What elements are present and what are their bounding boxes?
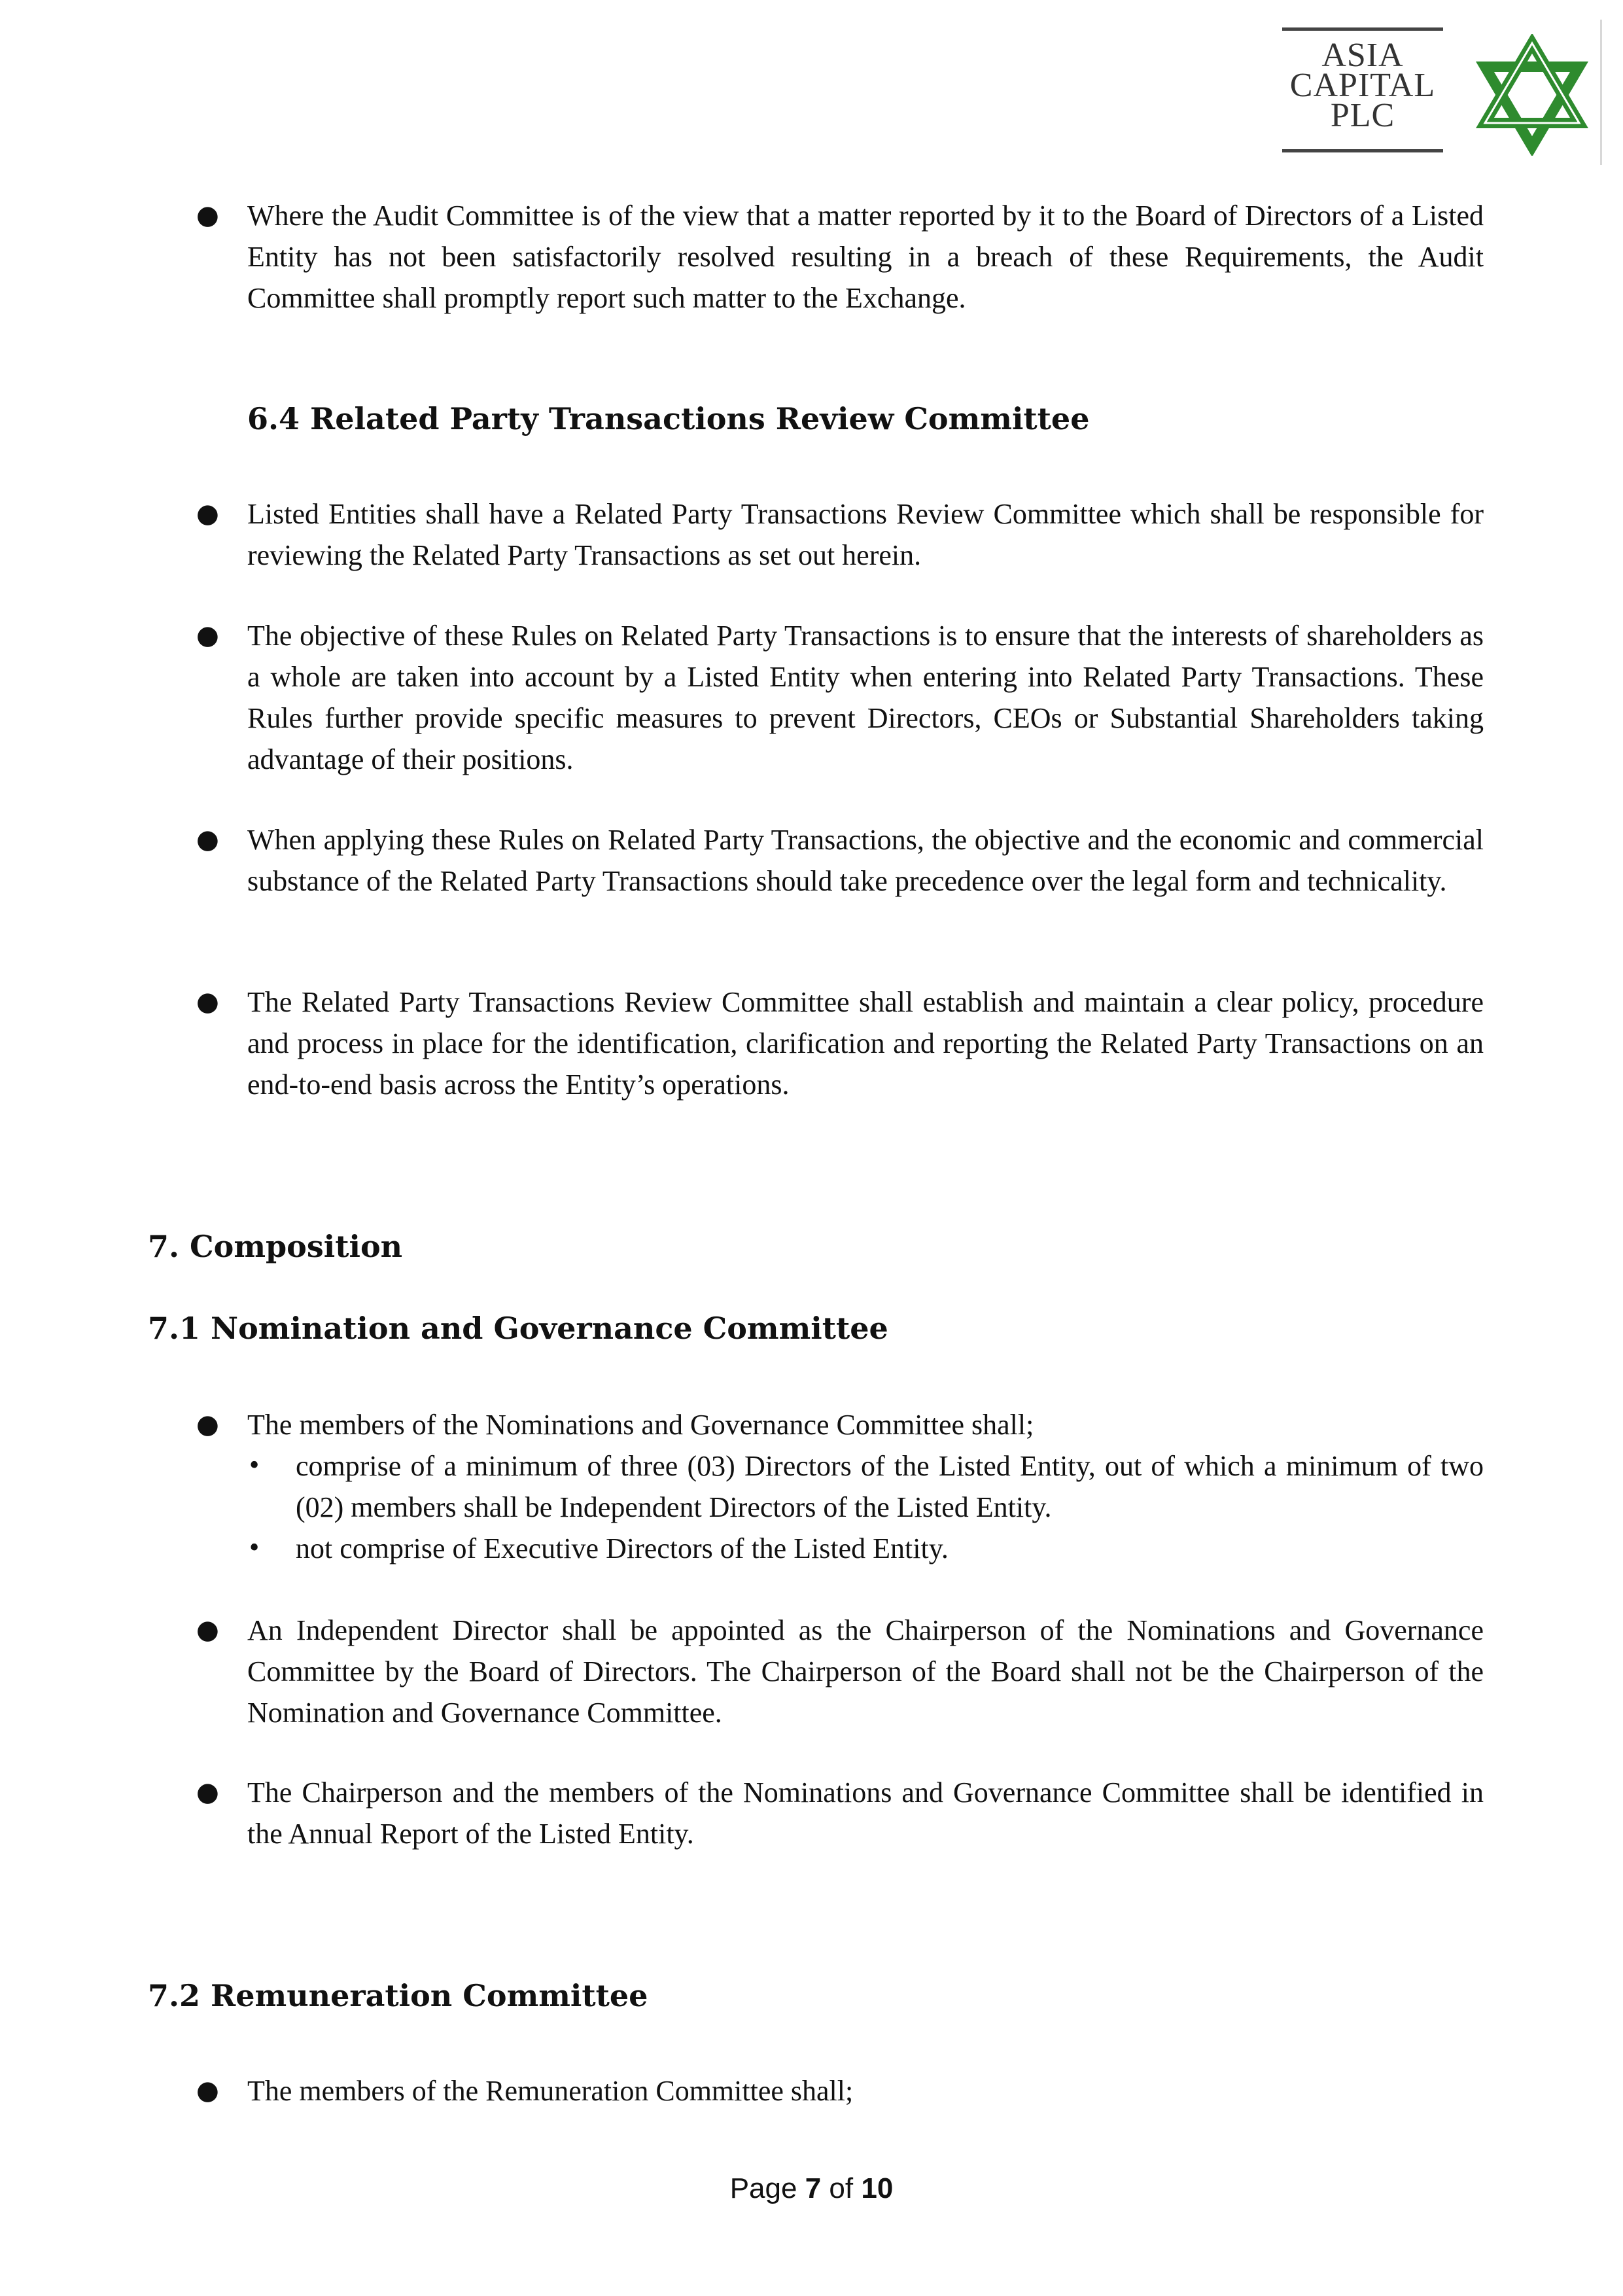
star-logo-icon: [1473, 34, 1591, 156]
page-footer: [0, 2172, 1623, 2205]
logo-line-3: PLC: [1330, 97, 1395, 134]
section-heading: 6.4 Related Party Transactions Review Committee: [247, 401, 1090, 436]
list-item: [196, 1610, 1484, 1734]
bullet-icon: ●: [196, 499, 219, 529]
bullet-icon: ●: [196, 1409, 219, 1439]
logo-divider: [1600, 20, 1602, 165]
paragraph: The Related Party Transactions Review Committee shall establish and maintain a clear policy, procedure and process in place for the identification, clarification and reporting the Related Party Transactions on an end-to-end basis across the Entity’s operations.: [247, 986, 1484, 1101]
list-item: [196, 493, 1484, 576]
bullet-icon: ●: [196, 620, 219, 650]
paragraph: An Independent Director shall be appointed as the Chairperson of the Nominations and Governance Committee by the Board of Directors. The Chairperson of the Board shall not be the Chairperson of the Nomination and Governance Committee.: [247, 1614, 1484, 1729]
sub-bullet-icon: •: [247, 1535, 262, 1562]
list-item: [196, 1772, 1484, 1854]
list-item: [196, 1404, 1484, 1569]
page-current: 7: [805, 2172, 822, 2204]
subsection-heading: 7.1 Nomination and Governance Committee: [148, 1311, 888, 1346]
bullet-icon: ●: [196, 987, 219, 1017]
sub-bullet-icon: •: [247, 1453, 262, 1479]
page-total: 10: [861, 2172, 894, 2204]
sub-list-item: comprise of a minimum of three (03) Directors of the Listed Entity, out of which a minimum of two (02) members shall be Independent Directors of the Listed Entity.: [296, 1450, 1484, 1523]
bullet-icon: ●: [196, 1615, 219, 1645]
bullet-icon: ●: [196, 824, 219, 855]
paragraph: Listed Entities shall have a Related Party Transactions Review Committee which shall be responsible for reviewing the Related Party Transactions as set out herein.: [247, 498, 1484, 571]
paragraph: The members of the Remuneration Committee shall;: [247, 2075, 854, 2107]
page-of-label: of: [829, 2172, 854, 2204]
logo-line-2: CAPITAL: [1289, 67, 1436, 104]
subsection-heading: 7.2 Remuneration Committee: [148, 1978, 648, 2013]
list-item: [196, 615, 1484, 780]
list-item: [196, 2070, 1484, 2112]
sub-list-item: not comprise of Executive Directors of the Listed Entity.: [296, 1532, 949, 1564]
paragraph: When applying these Rules on Related Party Transactions, the objective and the economic and commercial substance of the Related Party Transactions should take precedence over the legal form and technicality.: [247, 824, 1484, 897]
logo-bottom-rule: [1282, 149, 1443, 152]
logo-top-rule: [1282, 27, 1443, 31]
list-item: [196, 195, 1484, 319]
logo-wordmark: [1282, 37, 1443, 178]
bullet-icon: ●: [196, 1777, 219, 1807]
bullet-icon: ●: [196, 200, 219, 230]
logo-line-1: ASIA: [1321, 37, 1404, 74]
bullet-icon: ●: [196, 2075, 219, 2106]
list-item: [196, 819, 1484, 944]
paragraph: The members of the Nominations and Governance Committee shall;: [247, 1409, 1034, 1441]
paragraph: The Chairperson and the members of the Nominations and Governance Committee shall be identified in the Annual Report of the Listed Entity.: [247, 1776, 1484, 1850]
paragraph: The objective of these Rules on Related Party Transactions is to ensure that the interests of shareholders as a whole are taken into account by a Listed Entity when entering into Related Party Transactions. These Rules further provide specific measures to prevent Directors, CEOs or Substantial Shareholders taking advantage of their positions.: [247, 620, 1484, 775]
list-item: [196, 981, 1484, 1106]
paragraph: Where the Audit Committee is of the view that a matter reported by it to the Board of Directors of a Listed Entity has not been satisfactorily resolved resulting in a breach of these Requirements, the Audit Committee shall promptly report such matter to the Exchange.: [247, 200, 1484, 314]
page-label: Page: [729, 2172, 797, 2204]
section-heading: 7. Composition: [148, 1229, 403, 1264]
